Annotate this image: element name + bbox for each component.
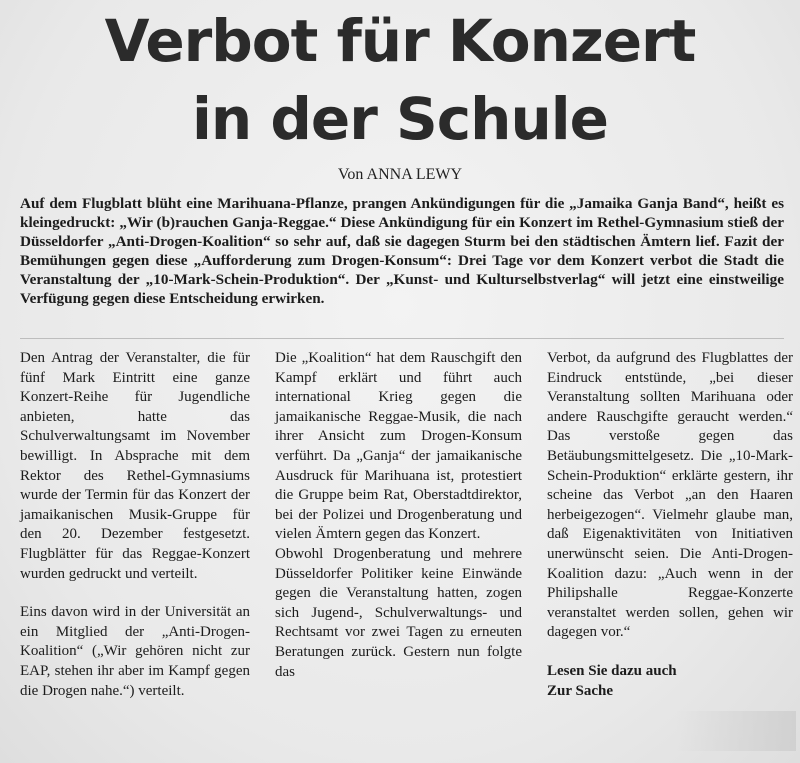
column-2-paragraph-1: Die „Koalition“ hat dem Rauschgift den Kampf erklärt und führt auch international Krieg gegen die jamaikanische Reggae-Musik, die nach ihrer Ansicht zum Drogen-Konsum verführt. Da „Ganja“ der jamaikanische Ausdruck für Marihuana ist, protestiert die Gruppe beim Rat, Oberstadtdirektor, bei der Polizei und Drogenberatung und vielen Ämtern gegen das Konzert.: [275, 350, 522, 543]
print-smudge: [676, 711, 796, 751]
byline: Von ANNA LEWY: [337, 166, 463, 183]
column-3: [547, 349, 793, 720]
column-2-paragraph-2: Obwohl Drogenberatung und mehrere Düsseldorfer Politiker keine Einwände gegen die Veranstaltung hatten, zogen sich Jugend-, Schulverwaltungs- und Rechtsamt vor zwei Tagen zu erneuten Beratungen zurück. Gestern nun folgte das: [275, 545, 522, 680]
lead-divider: [20, 338, 784, 339]
column-1-paragraph-1: Den Antrag der Veranstalter, die für fünf Mark Eintritt eine ganze Konzert-Reihe für Jugendliche anbieten, hatte das Schulverwaltungsamt im November bewilligt. In Absprache mit dem Rektor des Rethel-Gymnasiums wurde der Termin für das Konzert der jamaikanischen Musik-Gruppe für den 20. Dezember festgesetzt. Flugblätter für das Reggae-Konzert wurden gedruckt und verteilt.: [20, 350, 250, 582]
column-1: [20, 349, 250, 720]
lead-paragraph: Auf dem Flugblatt blüht eine Marihuana-Pflanze, prangen Ankündigungen für die „Jamaika Ganja Band“, heißt es kleingedruckt: „Wir (b)rauchen Ganja-Reggae.“ Diese Ankündigung für ein Konzert im Rethel-Gymnasium stieß der Düsseldorfer „Anti-Drogen-Koalition“ so sehr auf, daß sie dagegen Sturm bei den städtischen Ämtern lief. Fazit der Bemühungen gegen diese „Aufforderung zum Drogen-Konsum“: Drei Tage vor dem Konzert verbot die Stadt die Veranstaltung der „10-Mark-Schein-Produktion“. Der „Kunst- und Kulturselbstverlag“ will jetzt eine einstweilige Verfügung gegen diese Entscheidung erwirken.: [20, 195, 784, 307]
headline-line-1: Verbot für Konzert: [104, 7, 696, 75]
column-2: [275, 349, 522, 701]
column-3-paragraph-1: Verbot, da aufgrund des Flugblattes der Eindruck entstünde, „bei dieser Veranstaltung sollten Marihuana oder andere Rauschgifte geraucht werden.“ Das verstoße gegen das Betäubungsmittelgesetz. Die „10-Mark-Schein-Produktion“ erklärte gestern, ihr scheine das Verbot „an den Haaren herbeigezogen“. Vielmehr glaube man, daß Eigenaktivitäten von Initiativen unerwünscht seien. Die Anti-Drogen-Koalition dazu: „Auch wenn in der Philipshalle Reggae-Konzerte veranstaltet werden sollen, gehen wir dagegen vor.“: [547, 350, 793, 641]
column-1-paragraph-2: Eins davon wird in der Universität an ein Mitglied der „Anti-Drogen-Koalition“ („Wir gehören nicht zur EAP, stehen ihr aber im Kampf gegen die Drogen nahe.“) verteilt.: [20, 604, 250, 699]
cross-reference: Lesen Sie dazu auch Zur Sache: [547, 662, 677, 699]
headline-line-2: in der Schule: [192, 85, 608, 153]
